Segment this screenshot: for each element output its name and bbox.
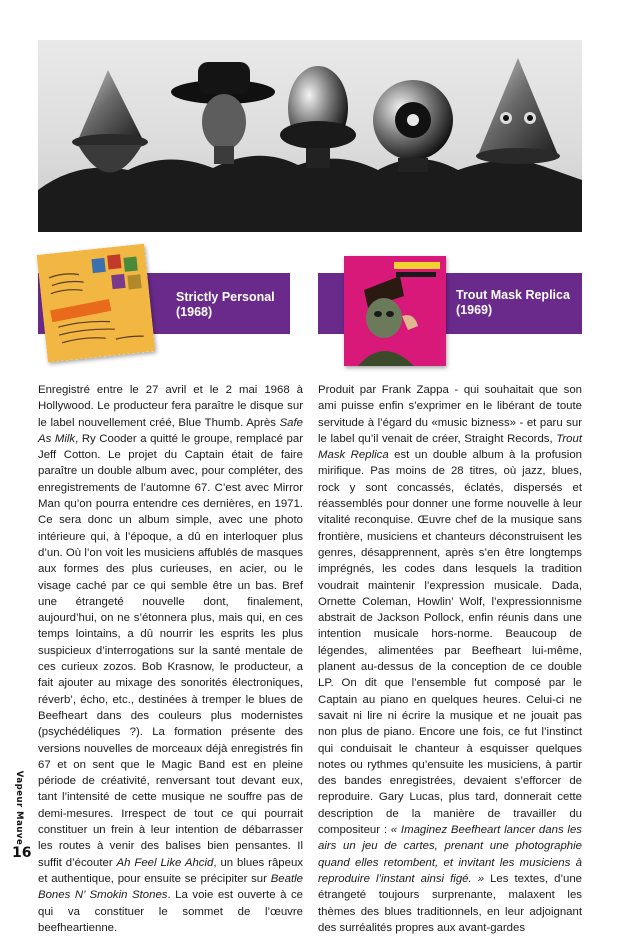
masked-figure-4 — [373, 80, 453, 172]
album-title-text: Trout Mask Replica — [456, 288, 570, 302]
magazine-name: Vapeur Mauve — [14, 770, 24, 845]
text-run: Les textes, d’une étrangeté toujours surprenante, malaxent les thèmes des blues traditionnels, en leur adjoignant des surréalités propres aux avant-gardes — [318, 872, 582, 934]
text-run: Produit par Frank Zappa - qui souhaitait que son ami puisse enfin s’exprimer en le libérant de toute servitude à l’égard du «music bizness» - et paru sur le label qu’il venait de créer, Straight Records, — [318, 384, 582, 445]
text-run: , Ry Cooder a quitté le groupe, remplacé par Jeff Cotton. Le projet du Captain était de faire paraître un double album avec, pour compléter, des enregistrements de l’automne 67. C’est avec Mirror Man qu’on pourra entendre ces dernières, en 1971. Ce sera donc un album simple, avec une photo intérieure qui, à l’époque, a dû en interloquer plus d’un. Où l’on voit les musiciens affublés de masques aux formes des plus curieuses, en acier, ou le visage caché par ce qui semble être un bas. Bref une étrangeté nouvelle dont, finalement, aujourd’hui, on ne s’étonnera plus, mais qui, en ces temps lointains, a dû nourrir les esprits les plus suspicieux d’interrogations sur la santé mentale de ces curieux zozos. Bob Krasnow, le producteur, a fait ajouter au mixage des sonorités électroniques, réverb’, écho, etc., destinées à tremper le blues de Beefheart dans des couleurs plus modernistes (psychédéliques ?). La formation présente des versions nouvelles de morceaux déjà enregistrés fin 67 et on sent que le Magic Band est en pleine période de créativité, renversant tout devant eux, tant l’intensité de cette musique ne souffre pas de demi-mesures. Irrespect de tout ce qui pourrait constituer un frein à leur intention de débarrasser les routes à venir des balises bien pensantes. Il suffit d’écouter — [38, 432, 303, 869]
text-run: Enregistré entre le 27 avril et le 2 mai 1968 à Hollywood. Le producteur fera paraître le disque sur le label nouvellement créé, Blue Thumb. Après — [38, 384, 303, 429]
article-column-right — [318, 382, 582, 936]
text-run: . La voie est ouverte à ce qui va constituer le sommet de l’œuvre beefheartienne. — [38, 889, 303, 934]
hat-figure — [171, 62, 275, 164]
album-title-text: Strictly Personal — [176, 290, 275, 304]
text-run-italic: Trout Mask Replica — [318, 432, 582, 462]
text-run: est un double album à la profusion mirifique. Pas moins de 28 titres, où jazz, blues, rock y sont concassés, éclatés, dispersés et réassemblés pour donner une forme nouvelle à leur vitalité reconquise. Œuvre chef de la musique sans frontière, musiciens et chanteurs déconstruisent les genres, désapprennent, après s’en être longtemps imprégnés, les codes dans lesquels la tradition voudrait maintenir l’expression musicale. Dada, Ornette Coleman, Howlin’ Wolf, l’expressionnisme abstrait de Jackson Pollock, enfin réunis dans une intention musicale hors-norme. Beaucoup de légendes, alimentées par Beefheart lui-même, planent au-dessus de la conception de ce double LP. On dit que l’ensemble fut composé par le Captain au piano en quelques heures. Celui-ci ne savait ni lire ni écrire la musique et ne jouait pas non plus de piano. Encore une fois, ce fut l’instinct qui conduisait le chanteur à esquisser quelques notes ou rythmes qu’ensuite les musiciens, à partir des bandes enregistrées, devaient s’efforcer de reproduire. Gary Lucas, plus tard, donnerait cette description de la manière de travailler du compositeur : — [318, 449, 582, 837]
text-run-italic: « Imaginez Beefheart lancer dans les airs un jeu de cartes, prenant une photographie quand elles retombent, et invitant les musiciens à reproduire l’instant ainsi figé. » — [318, 824, 582, 885]
album-year-text: (1969) — [456, 303, 493, 317]
album-year-text: (1968) — [176, 305, 213, 319]
album-title-strictly-personal — [176, 290, 275, 320]
page-number: 16 — [12, 845, 32, 861]
text-run: , un blues râpeux et authentique, pour ensuite se précipiter sur — [38, 856, 303, 885]
text-run-italic: Safe As Milk — [38, 416, 303, 445]
masked-figure-1 — [72, 70, 148, 173]
strictly-personal-cover — [37, 244, 156, 363]
article-column-left — [38, 382, 303, 936]
trout-mask-replica-cover — [344, 256, 446, 366]
text-run-italic: Ah Feel Like Ahcid — [116, 856, 214, 869]
magazine-name-vertical — [12, 770, 26, 845]
masked-figure-5 — [476, 58, 560, 164]
text-run-italic: Beatle Bones N’ Smokin Stones — [38, 872, 303, 902]
article-paragraph — [38, 382, 303, 936]
masked-figure-3 — [280, 66, 356, 168]
band-photo — [38, 40, 582, 232]
article-paragraph — [318, 382, 582, 936]
album-title-trout-mask-replica — [456, 288, 570, 318]
